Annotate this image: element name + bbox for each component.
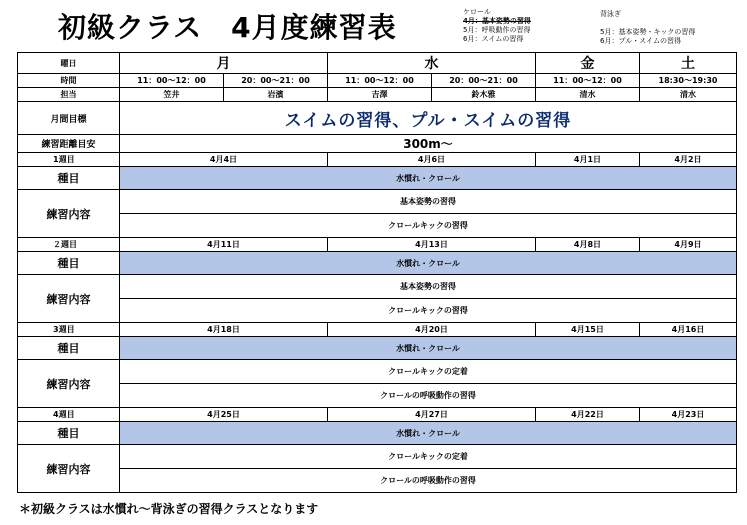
- note-line: 5月：呼吸動作の習得: [463, 26, 531, 34]
- goal-row: [18, 102, 737, 135]
- practice-label: 練習内容: [18, 360, 120, 408]
- coach-cell: 清水: [640, 88, 737, 102]
- date-cell: 4月23日: [640, 408, 737, 422]
- kind-value: 水慣れ・クロール: [120, 422, 737, 445]
- kind-value: 水慣れ・クロール: [120, 337, 737, 360]
- time-cell: 11：00〜12：00: [536, 74, 640, 88]
- practice-item: クロールの呼吸動作の習得: [120, 469, 737, 493]
- goal-label: 月間目標: [18, 102, 120, 135]
- date-cell: 4月8日: [536, 238, 640, 252]
- week-row: [18, 238, 737, 252]
- date-cell: 4月22日: [536, 408, 640, 422]
- practice-label: 練習内容: [18, 275, 120, 323]
- time-cell: 20：00〜21：00: [224, 74, 328, 88]
- page-title: 初級クラス 4月度練習表: [58, 11, 397, 44]
- distance-value: 300m〜: [120, 135, 737, 153]
- practice-label: 練習内容: [18, 445, 120, 493]
- practice-label: 練習内容: [18, 190, 120, 238]
- week-label: ２週目: [18, 238, 120, 252]
- footer-note: ＊初級クラスは水慣れ〜背泳ぎの習得クラスとなります: [19, 502, 319, 516]
- practice-row: [18, 190, 737, 214]
- note-line: ケロール: [463, 8, 491, 16]
- note-line: 4月：基本姿勢の習得: [463, 17, 531, 25]
- date-cell: 4月15日: [536, 323, 640, 337]
- coach-row: [18, 88, 737, 102]
- coach-cell: 吉澤: [328, 88, 432, 102]
- practice-row: [18, 445, 737, 469]
- kind-value: 水慣れ・クロール: [120, 252, 737, 275]
- day-label: 曜日: [18, 53, 120, 74]
- practice-item: クロールキックの定着: [120, 360, 737, 384]
- date-cell: 4月25日: [120, 408, 328, 422]
- kind-row: [18, 167, 737, 190]
- practice-row: [18, 384, 737, 408]
- note-line: 6月：スイムの習得: [463, 35, 524, 43]
- practice-row: [18, 214, 737, 238]
- time-cell: 11：00〜12：00: [328, 74, 432, 88]
- date-cell: 4月6日: [328, 153, 536, 167]
- day-header: 金: [536, 53, 640, 74]
- kind-label: 種目: [18, 252, 120, 275]
- monthly-goal: スイムの習得、プル・スイムの習得: [120, 102, 737, 135]
- practice-item: クロールキックの習得: [120, 299, 737, 323]
- time-row: [18, 74, 737, 88]
- kind-label: 種目: [18, 167, 120, 190]
- time-cell: 11：00〜12：00: [120, 74, 224, 88]
- day-header: 月: [120, 53, 328, 74]
- practice-item: クロールキックの定着: [120, 445, 737, 469]
- practice-row: [18, 275, 737, 299]
- week-row: [18, 153, 737, 167]
- schedule-table: [17, 52, 737, 493]
- practice-row: [18, 469, 737, 493]
- distance-label: 練習距離目安: [18, 135, 120, 153]
- note-line: 6月：プル・スイムの習得: [600, 37, 682, 45]
- date-cell: 4月2日: [640, 153, 737, 167]
- day-header: 水: [328, 53, 536, 74]
- kind-row: [18, 422, 737, 445]
- date-cell: 4月4日: [120, 153, 328, 167]
- week-label: 4週目: [18, 408, 120, 422]
- date-cell: 4月11日: [120, 238, 328, 252]
- week-label: 1週目: [18, 153, 120, 167]
- time-cell: 18:30〜19:30: [640, 74, 737, 88]
- kind-row: [18, 252, 737, 275]
- date-cell: 4月16日: [640, 323, 737, 337]
- notes-crawl: [463, 8, 531, 44]
- kind-label: 種目: [18, 337, 120, 360]
- date-cell: 4月13日: [328, 238, 536, 252]
- coach-label: 担当: [18, 88, 120, 102]
- day-header: 土: [640, 53, 737, 74]
- date-cell: 4月1日: [536, 153, 640, 167]
- kind-value: 水慣れ・クロール: [120, 167, 737, 190]
- practice-row: [18, 299, 737, 323]
- week-row: [18, 323, 737, 337]
- note-line: 5月：基本姿勢・キックの習得: [600, 28, 696, 36]
- date-cell: 4月9日: [640, 238, 737, 252]
- practice-item: 基本姿勢の習得: [120, 275, 737, 299]
- coach-cell: 鈴木雅: [432, 88, 536, 102]
- practice-row: [18, 360, 737, 384]
- week-row: [18, 408, 737, 422]
- time-cell: 20：00〜21：00: [432, 74, 536, 88]
- date-cell: 4月20日: [328, 323, 536, 337]
- practice-item: クロールの呼吸動作の習得: [120, 384, 737, 408]
- note-line: 背泳ぎ: [600, 10, 621, 18]
- date-cell: 4月27日: [328, 408, 536, 422]
- coach-cell: 岩濱: [224, 88, 328, 102]
- kind-label: 種目: [18, 422, 120, 445]
- kind-row: [18, 337, 737, 360]
- practice-item: 基本姿勢の習得: [120, 190, 737, 214]
- date-cell: 4月18日: [120, 323, 328, 337]
- distance-row: [18, 135, 737, 153]
- practice-item: クロールキックの習得: [120, 214, 737, 238]
- coach-cell: 笠井: [120, 88, 224, 102]
- time-label: 時間: [18, 74, 120, 88]
- week-label: 3週目: [18, 323, 120, 337]
- notes-backstroke: [600, 10, 695, 46]
- coach-cell: 清水: [536, 88, 640, 102]
- day-row: [18, 53, 737, 74]
